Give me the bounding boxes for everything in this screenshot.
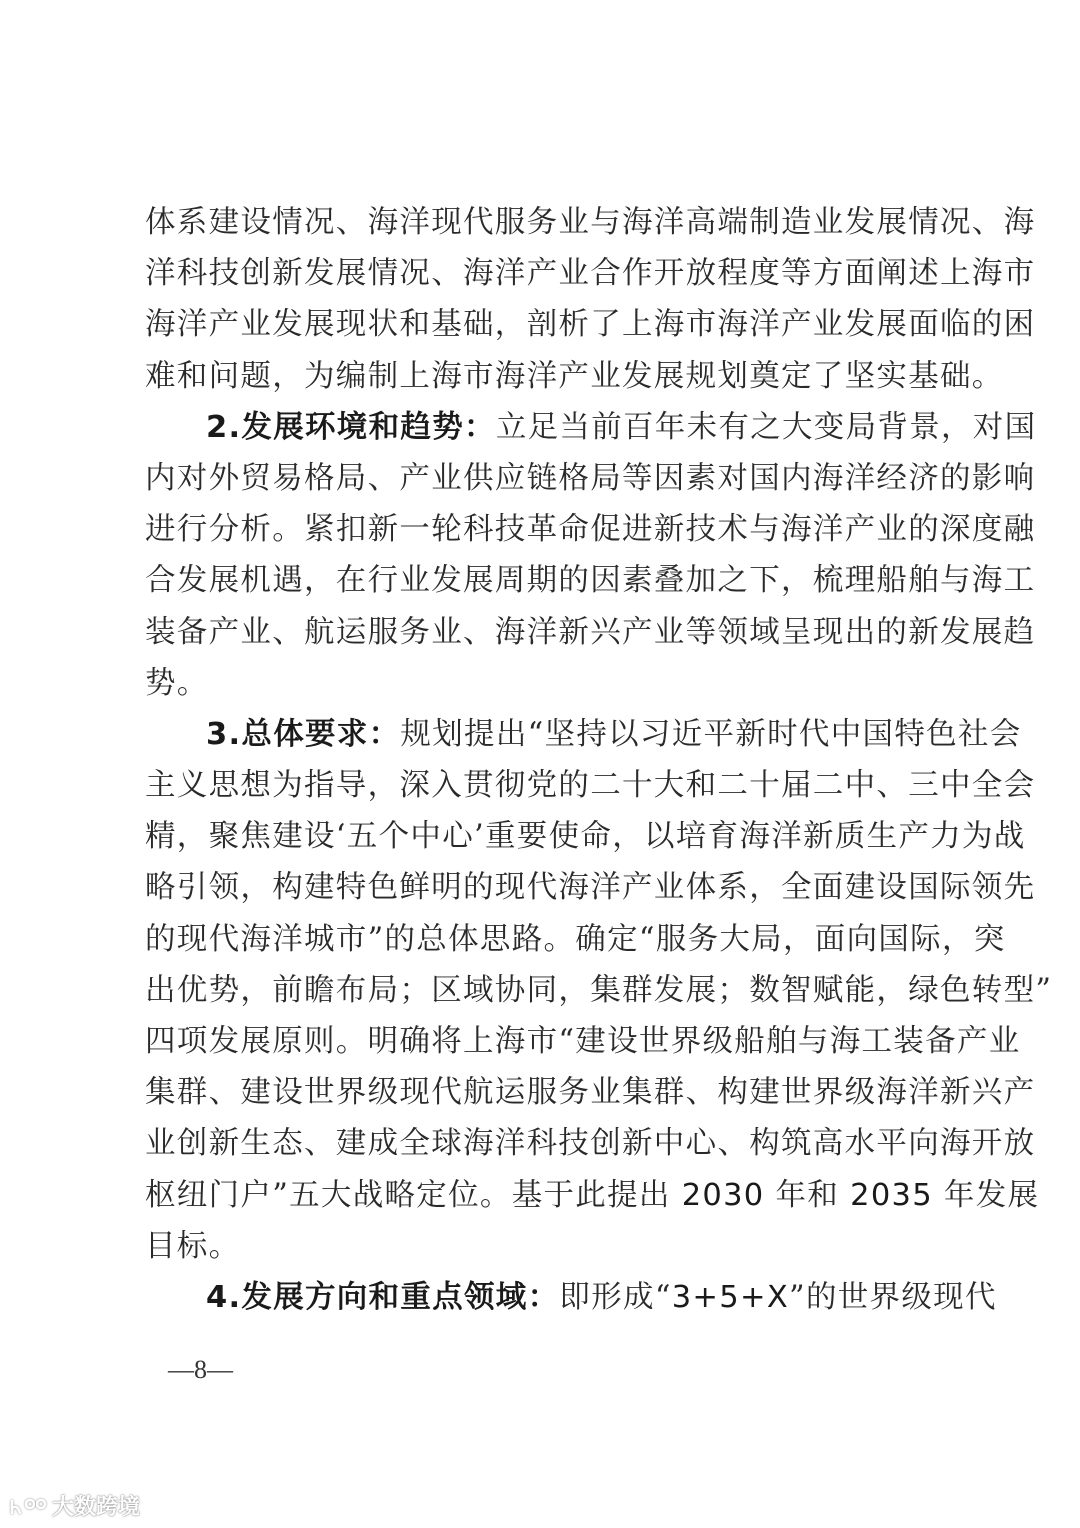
text-line-with-years: [145, 1170, 1040, 1221]
section-3-heading: 3.总体要求：: [206, 716, 401, 752]
text-run: 枢纽门户”五大战略定位。基于此提出: [145, 1177, 682, 1213]
text-line: 精，聚焦建设‘五个中心’重要使命，以培育海洋新质生产力为战: [145, 819, 1026, 855]
section-2-heading: 2.发展环境和趋势：: [206, 409, 496, 445]
text-line: 进行分析。紧扣新一轮科技革命促进新技术与海洋产业的深度融: [145, 512, 1036, 548]
watermark-text: 大数跨境: [52, 1495, 141, 1520]
text-line: 合发展机遇，在行业发展周期的因素叠加之下，梳理船舶与海工: [145, 563, 1036, 599]
text-line: 势。: [145, 665, 209, 701]
body-text: [145, 197, 1053, 1323]
section-4-heading: 4.发展方向和重点领域：: [206, 1279, 560, 1315]
formula-3-5-x: 3+5+X: [671, 1279, 790, 1315]
text-line: 目标。: [145, 1228, 241, 1264]
page-number: —8—: [168, 1355, 233, 1384]
text-run: 即形成“: [559, 1279, 672, 1315]
text-run: 规划提出“坚持以习近平新时代中国特色社会: [400, 716, 1022, 752]
text-line: 集群、建设世界级现代航运服务业集群、构建世界级海洋新兴产: [145, 1075, 1036, 1111]
watermark-logo-icon: [8, 1494, 48, 1518]
text-line: 略引领，构建特色鲜明的现代海洋产业体系，全面建设国际领先: [145, 870, 1036, 906]
section-4-first-line: [145, 1272, 997, 1323]
text-line: 装备产业、航运服务业、海洋新兴产业等领域呈现出的新发展趋: [145, 614, 1036, 650]
text-line: 难和问题，为编制上海市海洋产业发展规划奠定了坚实基础。: [145, 358, 1004, 394]
watermark: [8, 1490, 140, 1521]
year-2035: 2035: [850, 1177, 933, 1213]
text-line: 的现代海洋城市”的总体思路。确定“服务大局，面向国际，突: [145, 921, 1006, 957]
text-run: 年和: [764, 1177, 851, 1213]
text-line: 海洋产业发展现状和基础，剖析了上海市海洋产业发展面临的困: [145, 307, 1036, 343]
text-line: 出优势，前瞻布局；区域协同，集群发展；数智赋能，绿色转型”: [145, 972, 1053, 1008]
section-3-first-line: [145, 709, 1022, 760]
text-line: 体系建设情况、海洋现代服务业与海洋高端制造业发展情况、海: [145, 205, 1036, 240]
text-line: 主义思想为指导，深入贯彻党的二十大和二十届二中、三中全会: [145, 768, 1036, 804]
text-run: 立足当前百年未有之大变局背景，对国: [495, 409, 1037, 445]
text-run: ”的世界级现代: [789, 1279, 997, 1315]
text-line: 业创新生态、建成全球海洋科技创新中心、构筑高水平向海开放: [145, 1126, 1036, 1162]
text-line: 洋科技创新发展情况、海洋产业合作开放程度等方面阐述上海市: [145, 256, 1036, 292]
year-2030: 2030: [681, 1177, 765, 1213]
text-line: 内对外贸易格局、产业供应链格局等因素对国内海洋经济的影响: [145, 460, 1036, 496]
text-run: 年发展: [932, 1177, 1040, 1213]
section-2-first-line: [145, 402, 1037, 453]
text-line: 四项发展原则。明确将上海市“建设世界级船舶与海工装备产业: [145, 1024, 1021, 1059]
